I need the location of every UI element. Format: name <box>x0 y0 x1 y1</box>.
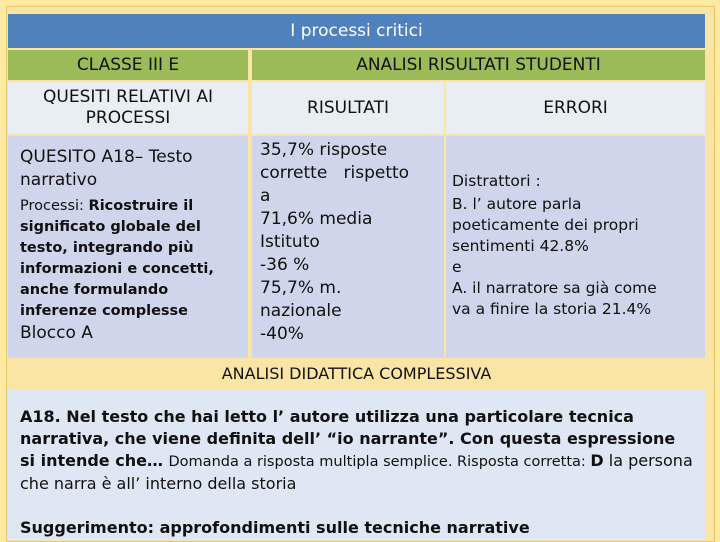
risultati-line: corrette rispetto <box>260 163 410 183</box>
errori-label: ERRORI <box>543 98 608 118</box>
analysis-label: ANALISI RISULTATI STUDENTI <box>356 55 601 75</box>
risultati-line: -40% <box>260 324 304 344</box>
analisi-paragraph <box>20 406 693 495</box>
errori-line: e <box>452 258 462 276</box>
processi-text <box>20 196 238 322</box>
processi-prefix: Processi: <box>20 198 89 214</box>
risultati-line: -36 % <box>260 255 310 275</box>
analisi-question: A18. Nel testo che hai letto l’ autore utilizza una particolare tecnica narrativa, che viene definita dell’ “io narrante”. Con questa espressione si intende che… <box>20 407 676 470</box>
class-header <box>8 50 248 80</box>
errori-line: Distrattori : <box>452 172 541 190</box>
blocco-label: Blocco A <box>20 323 93 343</box>
errori-header <box>446 82 705 134</box>
answer-text: la persona che narra è all’ interno della storia <box>20 451 693 493</box>
risultati-line: 75,7% m. <box>260 278 342 298</box>
quesito-title: QUESITO A18– Testo narrativo <box>20 147 193 190</box>
risultati-line: 35,7% risposte <box>260 140 388 160</box>
risultati-line: a <box>260 186 271 206</box>
processi-description: Ricostruire il significato globale del testo, integrando più informazioni e concetti, anche formulando inferenze complesse <box>20 198 214 319</box>
errori-line: sentimenti 42.8% <box>452 237 589 255</box>
risultati-line: nazionale <box>260 301 342 321</box>
risultati-line: Istituto <box>260 232 320 252</box>
quesiti-label: QUESITI RELATIVI AI PROCESSI <box>43 87 213 128</box>
answer-letter: D <box>590 451 604 470</box>
risultati-header <box>252 82 444 134</box>
suggerimento: Suggerimento: approfondimenti sulle tecniche narrative <box>20 518 530 537</box>
analysis-header <box>252 50 705 80</box>
errori-line: va a finire la storia 21.4% <box>452 300 652 318</box>
slide-title: I processi critici <box>8 14 705 48</box>
analisi-note: Domanda a risposta multipla semplice. Risposta corretta: <box>168 454 591 470</box>
risultati-cell <box>252 136 444 358</box>
risultati-label: RISULTATI <box>307 98 389 118</box>
quesito-cell <box>8 136 248 358</box>
quesiti-header <box>8 82 248 134</box>
class-label: CLASSE III E <box>76 55 180 75</box>
errori-line: poeticamente dei propri <box>452 216 639 234</box>
analisi-box <box>8 390 705 540</box>
analisi-label: ANALISI DIDATTICA COMPLESSIVA <box>221 364 492 383</box>
errori-line: A. il narratore sa già come <box>452 279 657 297</box>
risultati-line: 71,6% media <box>260 209 373 229</box>
errori-cell <box>446 136 705 358</box>
errori-line: B. l’ autore parla <box>452 195 582 213</box>
